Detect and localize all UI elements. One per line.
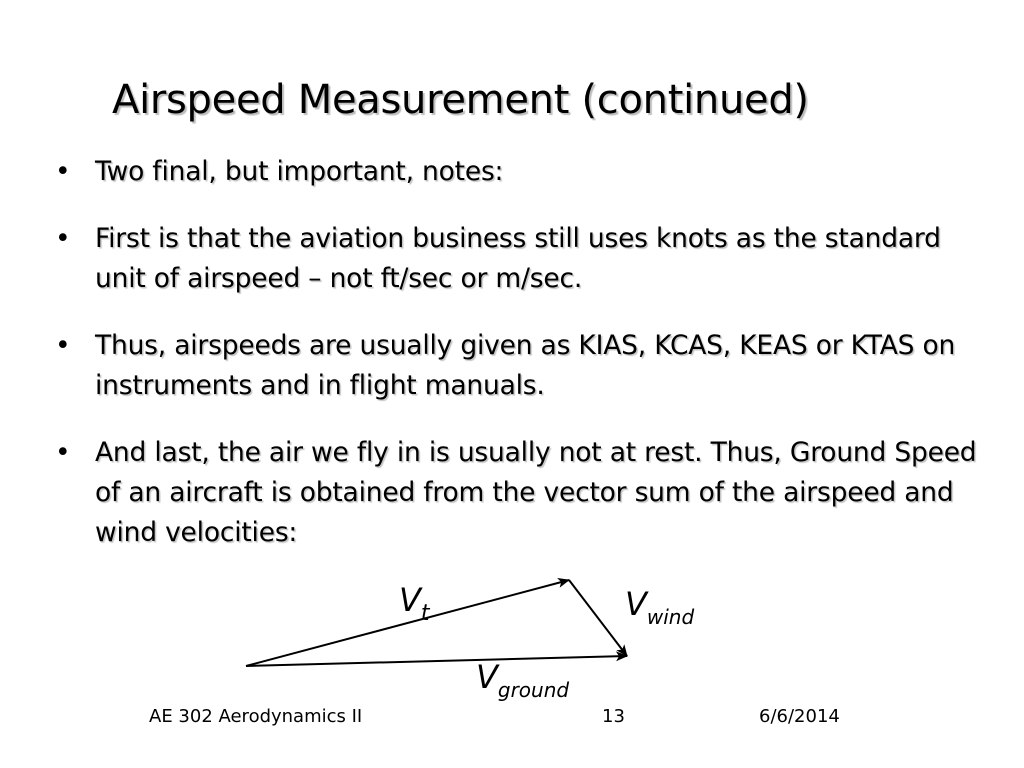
bullet-text: First is that the aviation business still uses knots as the standard unit of airspeed – not ft/sec or m/sec.	[95, 223, 941, 294]
vwind-vector-arrow	[569, 580, 627, 656]
slide-title: Airspeed Measurement (continued)	[112, 77, 809, 123]
vground-label: $V_{ground}$	[476, 658, 570, 702]
footer-course: AE 302 Aerodynamics II	[149, 706, 363, 727]
footer-page-number: 13	[602, 706, 625, 727]
bullet-text: Thus, airspeeds are usually given as KIAS, KCAS, KEAS or KTAS on instruments and in flight manuals.	[95, 330, 956, 401]
vwind-label: $V_{wind}$	[625, 585, 695, 629]
vground-vector-arrow	[246, 656, 627, 666]
bullet-text: Two final, but important, notes:	[95, 156, 504, 187]
bullet-text: And last, the air we fly in is usually not at rest. Thus, Ground Speed of an aircraft is obtained from the vector sum of the airspeed and wind velocities:	[95, 437, 977, 548]
vt-label: $V_t$	[399, 581, 430, 626]
footer-date: 6/6/2014	[759, 706, 840, 727]
